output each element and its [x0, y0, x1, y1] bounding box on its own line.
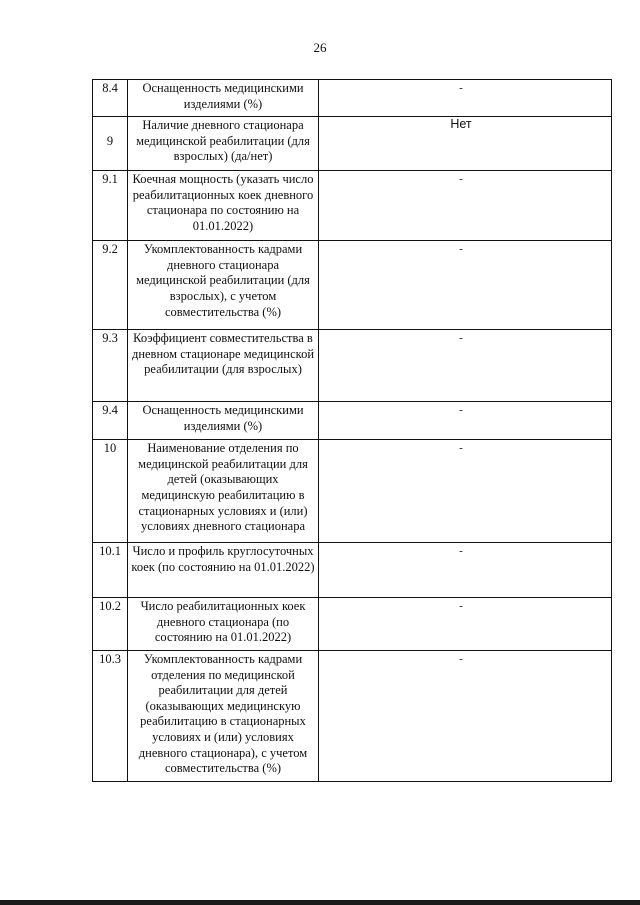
table-row [93, 171, 612, 241]
row-name: Укомплектованность кадрами дневного стационара медицинской реабилитации (для взрослых), с учетом совместительства (%) [128, 241, 319, 330]
row-number: 10.1 [93, 543, 128, 598]
table-row [93, 117, 612, 171]
row-number: 9.4 [93, 402, 128, 440]
row-value-cell [319, 330, 612, 402]
row-name: Коэффициент совместительства в дневном стационаре медицинской реабилитации (для взрослых) [128, 330, 319, 402]
row-number: 10.3 [93, 650, 128, 781]
row-number: 9.1 [93, 171, 128, 241]
table-row [93, 440, 612, 543]
row-name: Наименование отделения по медицинской реабилитации для детей (оказывающих медицинскую реабилитацию в стационарных условиях и (или) условиях дневного стационара [128, 440, 319, 543]
row-value: - [459, 404, 463, 417]
row-name: Число и профиль круглосуточных коек (по состоянию на 01.01.2022) [128, 543, 319, 598]
row-name: Коечная мощность (указать число реабилитационных коек дневного стационара по состоянию на 01.01.2022) [128, 171, 319, 241]
row-number: 9.3 [93, 330, 128, 402]
row-name: Оснащенность медицинскими изделиями (%) [128, 80, 319, 117]
row-value: - [459, 545, 463, 558]
row-value: - [459, 442, 463, 455]
row-value-cell [319, 598, 612, 651]
row-value: - [459, 652, 463, 665]
table-row [93, 402, 612, 440]
data-table [92, 79, 612, 782]
row-name: Оснащенность медицинскими изделиями (%) [128, 402, 319, 440]
row-value-cell [319, 171, 612, 241]
row-value-cell [319, 80, 612, 117]
table-row [93, 650, 612, 781]
row-value: - [459, 332, 463, 345]
row-value-cell [319, 117, 612, 171]
row-number: 8.4 [93, 80, 128, 117]
table-row [93, 598, 612, 651]
row-value-cell [319, 402, 612, 440]
row-value: - [459, 173, 463, 186]
row-value-cell [319, 440, 612, 543]
scan-bottom-edge [0, 900, 640, 905]
row-value-cell [319, 241, 612, 330]
table-row [93, 330, 612, 402]
row-name: Укомплектованность кадрами отделения по медицинской реабилитации для детей (оказывающих медицинскую реабилитацию в стационарных условиях и (или) условиях дневного стационара), с учетом совместительства (%) [128, 650, 319, 781]
row-value-cell [319, 543, 612, 598]
row-value: Нет [450, 117, 472, 132]
row-value: - [459, 243, 463, 256]
row-number: 10 [93, 440, 128, 543]
row-name: Наличие дневного стационара медицинской реабилитации (для взрослых) (да/нет) [128, 117, 319, 171]
row-value: - [459, 600, 463, 613]
table-row [93, 241, 612, 330]
table-row [93, 80, 612, 117]
row-number: 9.2 [93, 241, 128, 330]
row-value-cell [319, 650, 612, 781]
page-number: 26 [313, 40, 327, 55]
row-number: 10.2 [93, 598, 128, 651]
table-row [93, 543, 612, 598]
row-number: 9 [93, 117, 128, 171]
row-value: - [459, 82, 463, 94]
row-name: Число реабилитационных коек дневного стационара (по состоянию на 01.01.2022) [128, 598, 319, 651]
